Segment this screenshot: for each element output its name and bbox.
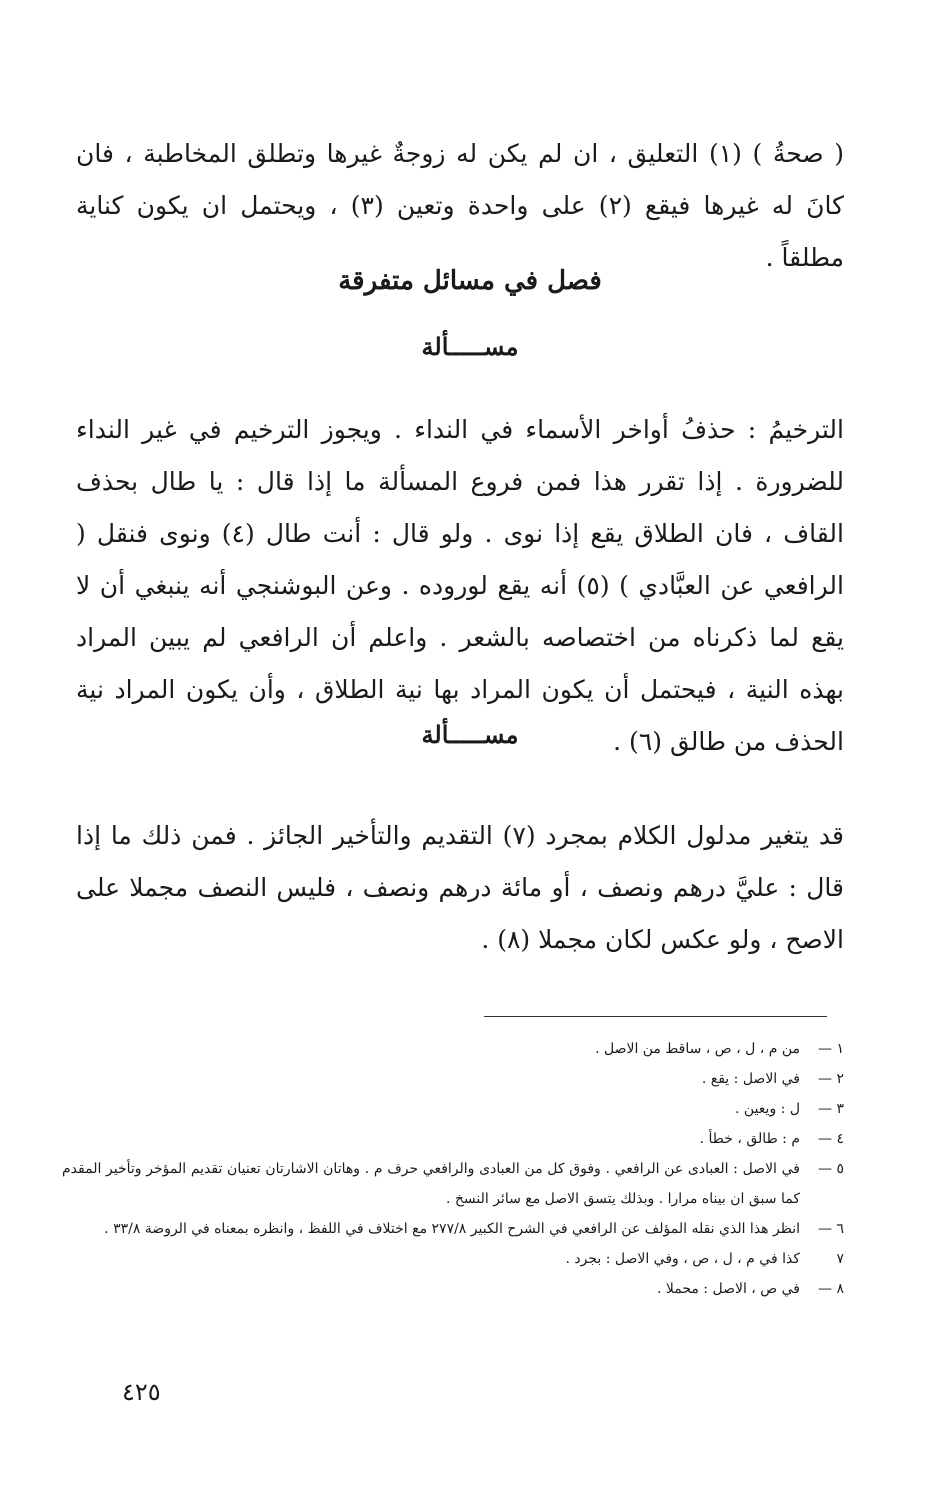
footnote	[62, 1064, 844, 1094]
paragraph-tarkhim: الترخيمُ : حذفُ أواخر الأسماء في النداء . ويجوز الترخيم في غير النداء للضرورة . إذا تقرر هذا فمن فروع المسألة ما إذا قال : يا طال بحذف القاف ، فان الطلاق يقع إذا نوى . ولو قال : أنت طال (٤) ونوى فنقل ( الرافعي عن العبَّادي ) (٥) أنه يقع لوروده . وعن البوشنجي أنه ينبغي أن لا يقع لما ذكرناه من اختصاصه بالشعر . واعلم أن الرافعي لم يبين المراد بهذه النية ، فيحتمل أن يكون المراد بها نية الطلاق ، وأن يكون المراد نية الحذف من طالق (٦) .	[76, 415, 844, 756]
masala-heading-1: مســـــألة	[421, 332, 519, 361]
footnote	[62, 1244, 844, 1274]
section-heading: فصل في مسائل متفرقة	[338, 266, 602, 296]
footnote-number: ١ —	[818, 1041, 844, 1057]
footnote	[62, 1274, 844, 1304]
footnote-number: ٧	[836, 1251, 844, 1267]
footnote-text: انظر هذا الذي نقله المؤلف عن الرافعي في الشرح الكبير ٢٧٧/٨ مع اختلاف في اللفظ ، وانظره بمعناه في الروضة ٣٣/٨ .	[104, 1221, 800, 1237]
masala-heading-2: مســـــألة	[421, 720, 519, 749]
footnote-text: في الاصل : يقع .	[701, 1071, 800, 1087]
footnote	[62, 1124, 844, 1154]
footnote-number: ٢ —	[818, 1071, 844, 1087]
footnote-divider	[484, 1016, 827, 1017]
footnote-text: من م ، ل ، ص ، ساقط من الاصل .	[595, 1041, 800, 1057]
paragraph-taqdim: قد يتغير مدلول الكلام بمجرد (٧) التقديم والتأخير الجائز . فمن ذلك ما إذا قال : عليَّ درهم ونصف ، أو مائة درهم ونصف ، فليس النصف مجملا على الاصح ، ولو عكس لكان مجملا (٨) .	[76, 821, 844, 954]
footnote	[62, 1034, 844, 1064]
footnote-number: ٥ —	[818, 1161, 844, 1177]
footnote-number: ٣ —	[818, 1101, 844, 1117]
footnote-text: في الاصل : العبادى عن الرافعي . وفوق كل من العبادى والرافعي حرف م . وهاتان الاشارتان تعنيان تقديم المؤخر وتأخير المقدم كما سبق ان بيناه مرارا . وبذلك يتسق الاصل مع سائر النسخ .	[62, 1161, 800, 1207]
footnote-number: ٤ —	[818, 1131, 844, 1147]
page-number: ٤٢٥	[122, 1378, 161, 1406]
footnote-text: ل : ويعين .	[735, 1101, 800, 1117]
footnote	[62, 1214, 844, 1244]
footnotes	[62, 1034, 844, 1304]
footnote-text: م : طالق ، خطأ .	[699, 1131, 800, 1147]
paragraph-opening: ( صحةُ ) (١) التعليق ، ان لم يكن له زوجةٌ غيرها وتطلق المخاطبة ، فان كانَ له غيرها فيقع (٢) على واحدة وتعين (٣) ، ويحتمل ان يكون كناية مطلقاً .	[76, 139, 845, 272]
footnote-text: كذا في م ، ل ، ص ، وفي الاصل : بجرد .	[565, 1251, 800, 1267]
footnote-number: ٨ —	[818, 1281, 844, 1297]
footnote-number: ٦ —	[818, 1221, 844, 1237]
footnote	[62, 1154, 844, 1214]
footnote	[62, 1094, 844, 1124]
footnote-text: في ص ، الاصل : محملا .	[656, 1281, 800, 1297]
